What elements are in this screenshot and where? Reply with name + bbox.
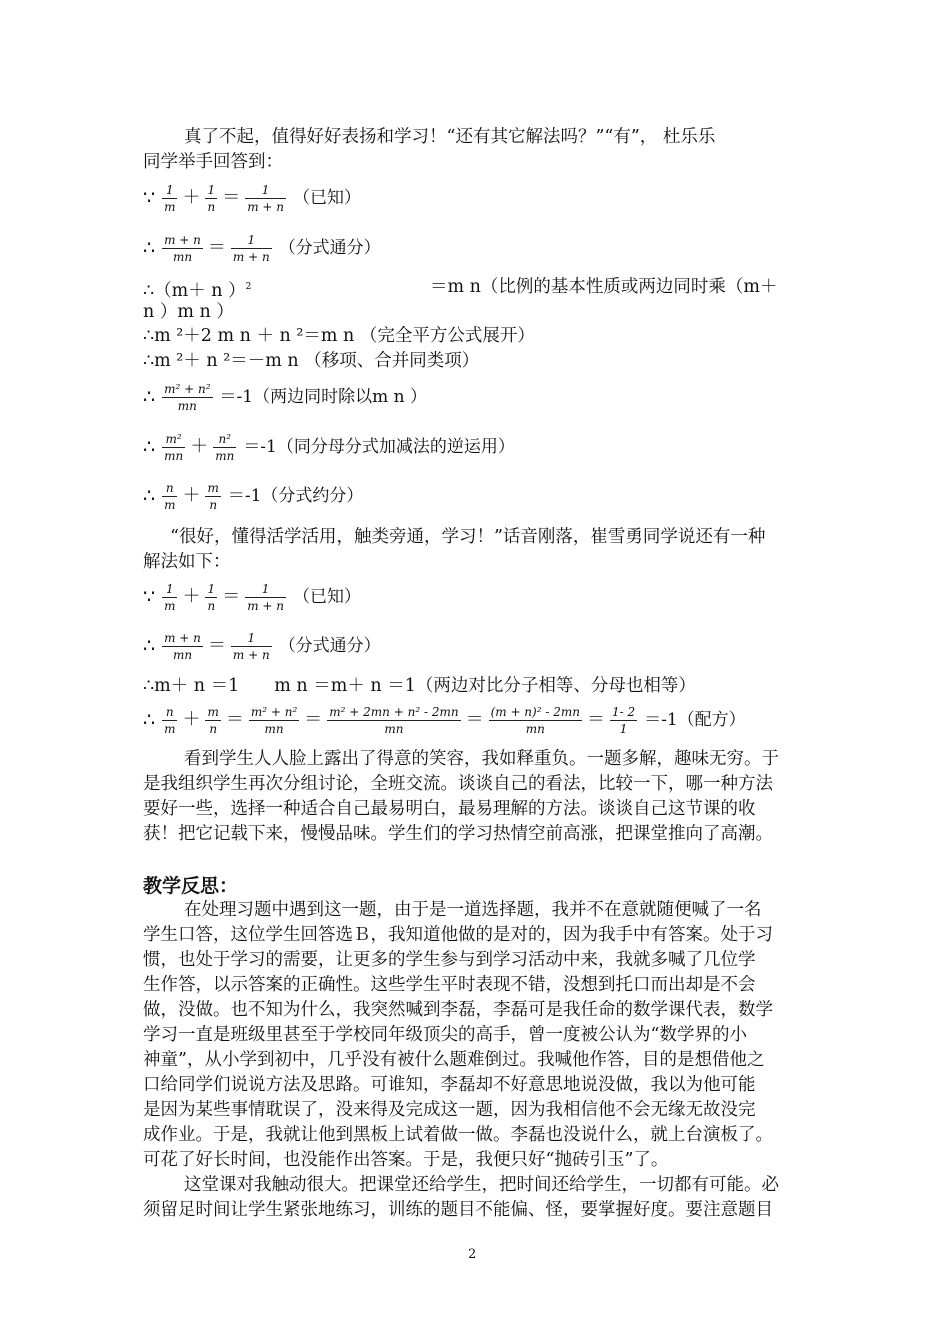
conclusion-line: 要好一些，选择一种适合自己最易明白，最易理解的方法。谈谈自己这节课的收 xyxy=(143,799,756,819)
step-note: ＝-1（配方） xyxy=(644,710,746,730)
fraction: $\frac{\text{m²}}{mn}$ xyxy=(164,431,184,463)
fraction: $\frac{\text{m² + n²}}{mn}$ xyxy=(250,704,298,736)
intro-line-1: 真了不起，值得好好表扬和学习！“还有其它解法吗？”“有”， 杜乐乐 xyxy=(184,127,716,147)
m1-step-1 xyxy=(143,178,361,218)
m2-step-3: ∴m＋ n ＝1 m n ＝m＋ n ＝1（两边对比分子相等、分母也相等） xyxy=(143,676,696,696)
plus-sign: ＋ xyxy=(182,586,201,607)
exponent: 2 xyxy=(245,282,252,292)
therefore-symbol: ∴ xyxy=(143,635,156,657)
page-number: 2 xyxy=(468,1247,477,1262)
m1-step-8 xyxy=(143,476,363,516)
reflection-line: 这堂课对我触动很大。把课堂还给学生，把时间还给学生，一切都有可能。必 xyxy=(184,1175,779,1195)
plus-sign: ＋ xyxy=(182,485,201,506)
because-symbol: ∵ xyxy=(143,187,156,209)
m1-step-7 xyxy=(143,427,515,467)
reflection-line: 成作业。于是，我就让他到黑板上试着做一做。李磊也没说什么，就上台演板了。 xyxy=(143,1125,773,1145)
fraction: $\frac{n}{m}$ xyxy=(164,480,176,512)
reflection-line: 口给同学们说说方法及思路。可谁知，李磊却不好意思地说没做，我以为他可能 xyxy=(143,1075,756,1095)
therefore-symbol: ∴ xyxy=(143,237,156,259)
conclusion-line: 是我组织学生再次分组讨论，全班交流。谈谈自己的看法，比较一下，哪一种方法 xyxy=(143,774,773,794)
therefore-symbol: ∴ xyxy=(143,436,156,458)
step-right: ＝m n（比例的基本性质或两边同时乘（m＋ xyxy=(430,277,778,297)
section-heading: 教学反思： xyxy=(143,875,239,897)
fraction: $\frac{\text{n²}}{mn}$ xyxy=(215,431,235,463)
equals-sign: ＝ xyxy=(207,635,226,656)
step-note: （已知） xyxy=(293,587,362,607)
therefore-symbol: ∴ xyxy=(143,386,156,408)
fraction: $\frac{1- 2}{1}$ xyxy=(611,704,636,736)
fraction: $\frac{1}{m + n}$ xyxy=(247,182,285,214)
equals-sign: ＝ xyxy=(304,709,323,730)
m2-step-4 xyxy=(143,700,746,740)
plus-sign: ＋ xyxy=(190,436,209,457)
m2-step-1 xyxy=(143,577,361,617)
reflection-line: 是因为某些事情耽误了，没来得及完成这一题，因为我相信他不会无缘无故没完 xyxy=(143,1100,756,1120)
equals-sign: ＝ xyxy=(225,709,244,730)
reflection-line: 生作答，以示答案的正确性。这些学生平时表现不错，没想到托口而出却是不会 xyxy=(143,975,756,995)
reflection-line: 须留足时间让学生紧张地练习，训练的题目不能偏、怪，要掌握好度。要注意题目 xyxy=(143,1200,773,1220)
step-note: ＝-1（两边同时除以m n ） xyxy=(219,387,427,407)
fraction: $\frac{m + n}{mn}$ xyxy=(164,232,201,264)
fraction: $\frac{\text{m² + n²}}{mn}$ xyxy=(164,381,211,413)
fraction: $\frac{\text{m² + 2mn + n² - 2mn}}{mn}$ xyxy=(329,704,459,736)
m1-step-4: ∴m ²＋2 m n ＋ n ²＝m n （完全平方公式展开） xyxy=(143,326,535,346)
fraction: $\frac{m}{n}$ xyxy=(207,704,219,736)
equals-sign: ＝ xyxy=(222,187,241,208)
fraction: $\frac{n}{m}$ xyxy=(164,704,176,736)
equals-sign: ＝ xyxy=(586,709,605,730)
reflection-line: 学习一直是班级里甚至于学校同年级顶尖的高手，曾一度被公认为“数学界的小 xyxy=(143,1025,747,1045)
equals-sign: ＝ xyxy=(465,709,484,730)
step-note: （分式通分） xyxy=(278,636,381,656)
step-note: （分式通分） xyxy=(278,238,381,258)
m1-step-2 xyxy=(143,228,381,268)
equals-sign: ＝ xyxy=(207,237,226,258)
reflection-line: 可花了好长时间，也没能作出答案。于是，我便只好“抛砖引玉”了。 xyxy=(143,1150,669,1170)
fraction: $\frac{1}{n}$ xyxy=(207,581,216,613)
fraction: $\frac{1}{m + n}$ xyxy=(232,232,270,264)
plus-sign: ＋ xyxy=(182,187,201,208)
conclusion-line: 看到学生人人脸上露出了得意的笑容，我如释重负。一题多解，趣味无穷。于 xyxy=(184,749,779,769)
step-note: ＝-1（分式约分） xyxy=(227,486,364,506)
conclusion-line: 获！把它记载下来，慢慢品味。学生们的学习热情空前高涨，把课堂推向了高潮。 xyxy=(143,824,773,844)
fraction: $\frac{1}{m + n}$ xyxy=(232,630,270,662)
because-symbol: ∵ xyxy=(143,586,156,608)
step-note: ＝-1（同分母分式加减法的逆运用） xyxy=(243,437,515,457)
reflection-line: 学生口答，这位学生回答选Ｂ，我知道他做的是对的，因为我手中有答案。处于习 xyxy=(143,925,773,945)
reflection-line: 惯，也处于学习的需要，让更多的学生参与到学习活动中来，我就多喊了几位学 xyxy=(143,950,756,970)
fraction: $\frac{1}{m + n}$ xyxy=(247,581,285,613)
fraction: $\frac{\text{(m + n)² - 2mn}}{mn}$ xyxy=(490,704,580,736)
fraction: $\frac{m}{n}$ xyxy=(207,480,219,512)
therefore-symbol: ∴ xyxy=(143,485,156,507)
equals-sign: ＝ xyxy=(222,586,241,607)
m1-step-6 xyxy=(143,377,427,417)
plus-sign: ＋ xyxy=(182,709,201,730)
intro-line-2: 同学举手回答到： xyxy=(143,152,283,172)
transition-line-1: “很好，懂得活学活用，触类旁通，学习！”话音刚落，崔雪勇同学说还有一种 xyxy=(170,527,766,547)
fraction: $\frac{m + n}{mn}$ xyxy=(164,630,201,662)
transition-line-2: 解法如下： xyxy=(143,552,231,572)
fraction: $\frac{1}{m}$ xyxy=(164,581,176,613)
m1-step-3-cont: n ）m n ） xyxy=(143,302,234,322)
therefore-symbol: ∴ xyxy=(143,709,156,731)
reflection-line: 做，没做。也不知为什么，我突然喊到李磊，李磊可是我任命的数学课代表，数学 xyxy=(143,1000,773,1020)
step-left: ∴（m＋ n ） xyxy=(143,280,246,301)
fraction: $\frac{1}{n}$ xyxy=(207,182,216,214)
m1-step-3 xyxy=(143,275,807,303)
reflection-line: 神童”，从小学到初中，几乎没有被什么题难倒过。我喊他作答，目的是想借他之 xyxy=(143,1050,765,1070)
step-note: （已知） xyxy=(293,188,362,208)
m2-step-2 xyxy=(143,626,381,666)
fraction: $\frac{1}{m}$ xyxy=(164,182,176,214)
reflection-line: 在处理习题中遇到这一题，由于是一道选择题，我并不在意就随便喊了一名 xyxy=(184,900,762,920)
m1-step-5: ∴m ²＋ n ²＝－m n （移项、合并同类项） xyxy=(143,351,480,371)
